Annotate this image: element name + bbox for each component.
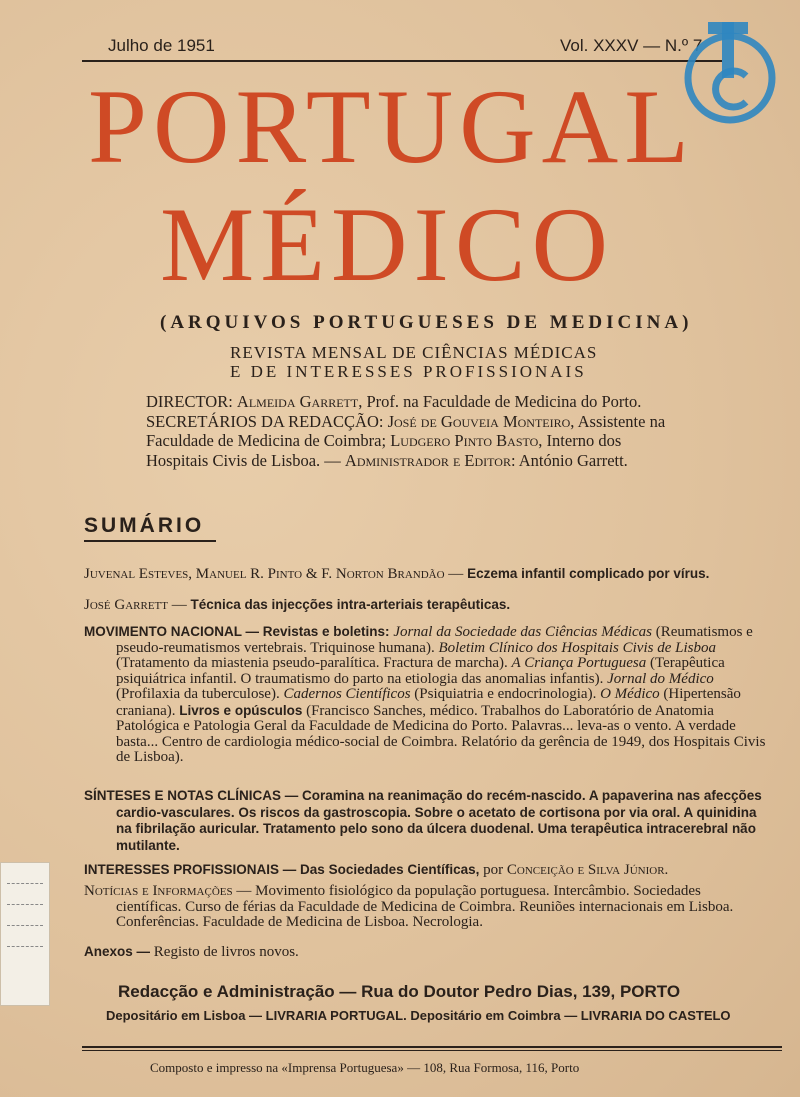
subtitle: (ARQUIVOS PORTUGUESES DE MEDICINA) (160, 312, 693, 333)
printer-line: Composto e impresso na «Imprensa Portuguesa» — 108, Rua Formosa, 116, Porto (150, 1060, 580, 1075)
noticias-text: Movimento fisiológico da população portuguesa. Intercâmbio. Sociedades científicas. Curso de férias da Faculdade de Medicina de Coimbra. Reuniões internacionais em Lisboa. Conferências. Faculdade de Medicina de Lisboa. Necrologia. (116, 883, 734, 930)
journal-4: Jornal do Médico (607, 670, 714, 687)
anexos-entry (84, 944, 766, 961)
entry-1-title: Eczema infantil complicado por vírus. (467, 566, 710, 581)
issue-date: Julho de 1951 (108, 36, 215, 55)
anexos-text: Registo de livros novos. (153, 944, 299, 960)
interesses-entry (84, 862, 766, 879)
interesses-by: por (483, 862, 504, 878)
summary-heading: SUMÁRIO (84, 514, 205, 537)
director-desc: Prof. na Faculdade de Medicina do Porto. (366, 392, 642, 411)
library-stamp-icon (672, 16, 782, 126)
journal-6-topics: (Hipertensão craniana). (116, 686, 741, 719)
journal-5: Cadernos Científicos (283, 686, 411, 702)
secretary-1-desc: Assistente na Faculdade de Medicina de Coimbra; (146, 411, 666, 450)
journal-3: A Criança Portuguesa (511, 655, 647, 671)
entry-2-title: Técnica das injecções intra-arteriais terapêuticas. (190, 597, 511, 612)
journal-2-topics: (Tratamento da miastenia pseudo-paralítica. Fractura de marcha). (116, 655, 508, 671)
movimento-heading: MOVIMENTO NACIONAL — Revistas e boletins: (84, 624, 390, 639)
staff-block (146, 392, 676, 470)
director-name: Almeida Garrett, (236, 392, 363, 411)
journal-1-topics: (Reumatismos e pseudo-reumatismos vertebrais. Triquinose humana). (116, 624, 753, 656)
noticias-heading: Notícias e Informações — (84, 883, 252, 899)
entry-1-authors: Juvenal Esteves, Manuel R. Pinto & F. Norton Brandão — (84, 566, 464, 582)
books-list: (Francisco Sanches, médico. Trabalhos do Laboratório de Anatomia Patológica e Patologia Geral da Faculdade de Medicina do Porto. Palavras... leva-as o vento. A verdade basta... Centro de cardiologia médico-social de Coimbra. Relatório da gerência de 1949, dos Hospitais Civis de Lisboa). (116, 702, 766, 765)
title-portugal: PORTUGAL (88, 68, 695, 185)
summary-entry-2 (84, 597, 766, 614)
interesses-heading: INTERESSES PROFISSIONAIS — (84, 862, 297, 877)
footer-rule-thin (82, 1050, 782, 1051)
sinteses-heading: SÍNTESES E NOTAS CLÍNICAS — (84, 788, 299, 803)
title-medico: MÉDICO (160, 186, 615, 303)
movimento-nacional-entry (84, 624, 766, 766)
revista-line-2: E DE INTERESSES PROFISSIONAIS (230, 362, 587, 381)
journal-5-topics: (Psiquiatria e endocrinologia). (414, 686, 597, 702)
interesses-author: Conceição e Silva Júnior. (506, 862, 669, 878)
admin-name: António Garrett. (518, 450, 628, 470)
interesses-text: Das Sociedades Científicas, (300, 862, 480, 877)
journal-2: Boletim Clínico dos Hospitais Civis de Lisboa (438, 639, 716, 656)
journal-4-topics: (Profilaxia da tuberculose). (116, 686, 280, 702)
header-rule (82, 60, 722, 62)
depositaries: Depositário em Lisboa — LIVRARIA PORTUGAL. Depositário em Coimbra — LIVRARIA DO CASTELO (106, 1008, 731, 1023)
entry-2-author: José Garrett — (84, 597, 187, 613)
revista-line-1: REVISTA MENSAL DE CIÊNCIAS MÉDICAS (230, 343, 598, 362)
volume-number: Vol. XXXV — N.º 7 (560, 36, 703, 55)
sinteses-text: Coramina na reanimação do recém-nascido. A papaverina nas afecções cardio-vasculares. Os riscos da gastroscopia. Sobre o acetato de cortisona por via oral. A quinidina na fibrilação auricular. Tratamento pelo sono da úlcera duodenal. Uma terapêutica intracerebral não mutilante. (116, 788, 762, 853)
secretary-2-name: Ludgero Pinto Basto, (390, 431, 543, 450)
books-heading: Livros e opúsculos (179, 702, 303, 718)
secretary-1-name: José de Gouveia Monteiro, (387, 411, 575, 431)
noticias-entry (84, 884, 766, 931)
summary-underline (84, 540, 216, 542)
secretaries-label: SECRETÁRIOS DA REDACÇÃO: (146, 411, 384, 431)
anexos-heading: Anexos — (84, 944, 151, 959)
admin-label: Administrador e Editor: (344, 450, 516, 470)
journal-3-topics: (Terapêutica psiquiátrica infantil. O traumatismo do parto na etiologia das anomalias infantis). (116, 655, 725, 687)
library-label-icon (0, 862, 50, 1006)
journal-1: Jornal da Sociedade das Ciências Médicas (393, 624, 653, 640)
director-label: DIRECTOR: (146, 392, 233, 411)
summary-entry-1 (84, 566, 766, 583)
journal-6: O Médico (600, 686, 660, 702)
sinteses-entry (84, 788, 766, 854)
footer-rule-thick (82, 1046, 782, 1048)
editorial-address: Redacção e Administração — Rua do Doutor Pedro Dias, 139, PORTO (118, 982, 681, 1001)
secretary-2-desc: Interno dos Hospitais Civis de Lisboa. — (146, 431, 622, 470)
